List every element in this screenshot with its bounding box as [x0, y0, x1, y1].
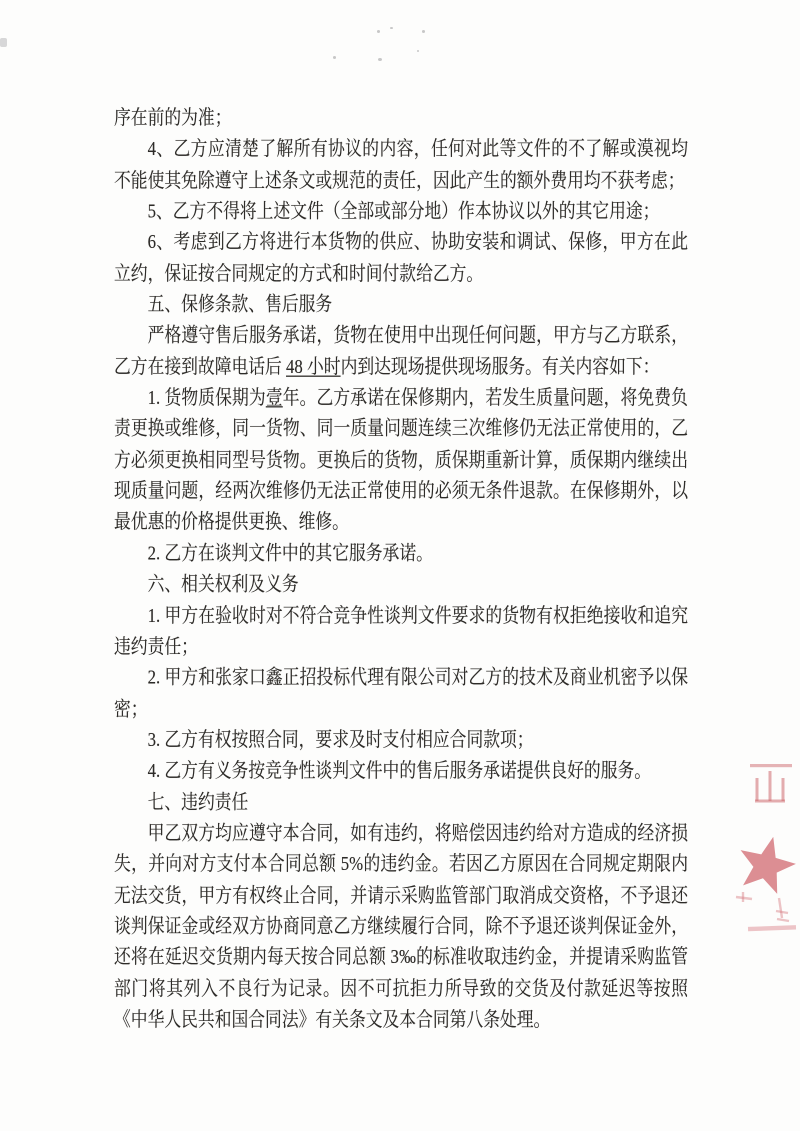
official-seal-fragment: [726, 748, 800, 944]
paragraph: 5、乙方不得将上述文件（全部或部分地）作本协议以外的其它用途；: [147, 199, 660, 223]
scan-artifact: [422, 30, 425, 33]
section-heading-warranty: 五、保修条款、售后服务: [147, 293, 333, 316]
underlined-text: 壹: [265, 386, 283, 409]
scan-artifact: [390, 27, 393, 29]
paragraph: 2. 乙方在谈判文件中的其它服务承诺。: [147, 541, 433, 565]
seal-stroke: [750, 764, 792, 767]
paragraph: [114, 383, 688, 538]
paragraph: 4. 乙方有义务按竞争性谈判文件中的售后服务承诺提供良好的服务。: [147, 759, 652, 782]
section-heading-breach: 七、违约责任: [147, 790, 249, 813]
scan-artifact: [377, 30, 380, 33]
section-heading-rights: 六、相关权利及义务: [147, 572, 299, 596]
scan-artifact: [417, 50, 419, 52]
contract-text-block: [114, 103, 688, 1036]
paragraph: 4、乙方应清楚了解所有协议的内容，任何对此等文件的不了解或漠视均不能使其免除遵守上述条文或规范的责任，因此产生的额外费用均不获考虑；: [114, 137, 688, 192]
paragraph: [114, 321, 688, 383]
paragraph: 甲乙双方均应遵守本合同，如有违约，将赔偿因违约给对方造成的经济损失，并向对方支付本合同总额 5%的违约金。若因乙方原因在合同规定期限内无法交货，甲方有权终止合同，并请示采购监管部门取消成交资格，不予退还谈判保证金或经双方协商同意乙方继续履行合同，除不予退还谈判保证金外，还将在延迟交货期内每天按合同总额 3‰的标准收取违约金，并提请采购监管部门将其列入不良行为记录。因不可抗拒力所导致的交货及付款延迟等按照《中华人民共和国合同法》有关条文及本合同第八条处理。: [114, 821, 688, 1031]
paragraph: 3. 乙方有权按照合同，要求及时支付相应合同款项；: [147, 728, 534, 751]
paragraph: 序在前的为准；: [114, 106, 232, 129]
scan-artifact: [333, 56, 336, 59]
scan-artifact: [0, 38, 7, 47]
seal-character-shan: [755, 771, 785, 801]
underlined-text: 48 小时: [286, 355, 341, 378]
paragraph: 1. 甲方在验收时对不符合竞争性谈判文件要求的货物有权拒绝接收和追究违约责任；: [114, 603, 688, 658]
seal-faint-marks: [736, 892, 789, 921]
paragraph: 2. 甲方和张家口鑫正招投标代理有限公司对乙方的技术及商业机密予以保密；: [114, 666, 688, 720]
paragraph-text: 内到达现场提供现场服务。有关内容如下：: [340, 355, 660, 378]
paragraph: 6、考虑到乙方将进行本货物的供应、协助安装和调试、保修，甲方在此立约，保证按合同规定的方式和时间付款给乙方。: [114, 230, 688, 285]
seal-star-icon: [732, 830, 800, 896]
paragraph-text: 1. 货物质保期为: [147, 386, 266, 409]
seal-stroke: [748, 925, 796, 931]
paragraph-text: 年。乙方承诺在保修期内，若发生质量问题，将免费负责更换或维修，同一货物、同一质量问题连续三次维修仍无法正常使用的，乙方必须更换相同型号货物。更换后的货物，质保期重新计算，质保期内继续出现质量问题，经两次维修仍无法正常使用的必须无条件退款。在保修期外，以最优惠的价格提供更换、维修。: [114, 386, 688, 534]
scan-artifact: [378, 58, 382, 61]
paragraph-text: 严格遵守售后服务承诺，货物在使用中出现任何问题，甲方与乙方联系，乙方在接到故障电话后: [114, 324, 688, 378]
